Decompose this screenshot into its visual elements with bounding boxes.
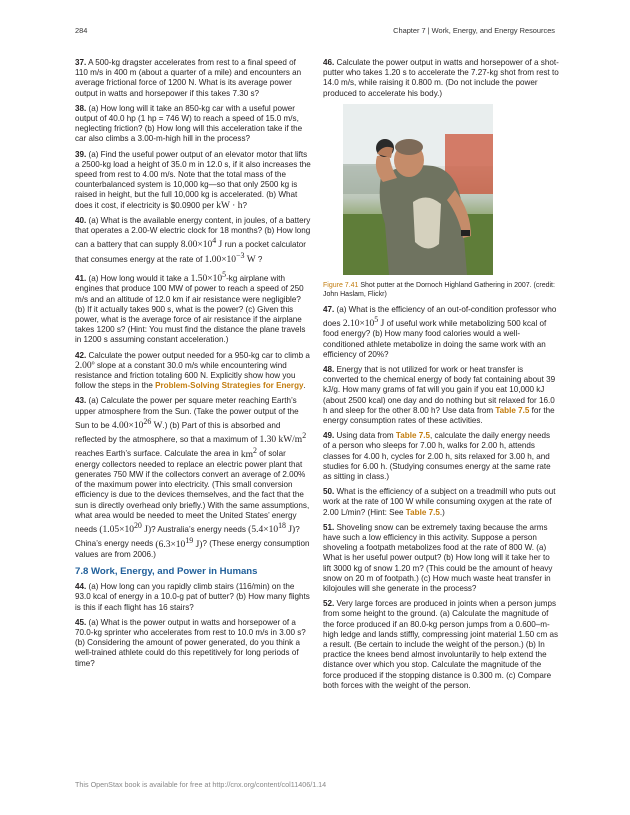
section-heading: 7.8 Work, Energy, and Power in Humans: [75, 565, 258, 577]
problem-text: -kg airplane with engines that produce 100 MW of power to reach a speed of 250 m/s and an altitude of 12.0 km if air resistance were negligible? (b) If it actually takes 900 s, what is the power? (c) Given this power, what is the average force of air resistance if the airplane takes 1200 s? (Hint: You must find the distance the plane travels in 1200 s assuming constant acceleration.): [75, 274, 306, 345]
problem-number: 37.: [75, 58, 87, 67]
problem-number: 40.: [75, 215, 87, 225]
problem-45: [75, 618, 311, 669]
math-expression: ($5.4\times 10^{18}$ J): [248, 521, 296, 536]
problem-number: 41.: [75, 274, 87, 284]
problem-text: of solar energy collectors needed to replace an electric power plant that generates 750 MW if the collectors convert an average of 2.00% of the maximum power into electricity. (This small conversion efficiency is due to the devices themselves, and the fact that the sun is directly overhead only briefly.) With the same assumptions, what area would be needed to meet the United States’ energy needs: [75, 449, 310, 535]
page-footer: This OpenStax book is available for free at http://cnx.org/content/col11406/1.14: [75, 780, 327, 789]
figure-caption: [323, 281, 559, 299]
math-expression: $1.00\times 10^{-3}$ W: [204, 250, 256, 265]
problem-40: [75, 216, 311, 265]
problem-text: for the energy consumption rates of these activities.: [323, 405, 555, 425]
problem-text: A 500-kg dragster accelerates from rest to a final speed of 110 m/s in 400 m (about a quarter of a mile) and encounters an average frictional force of 1200 N. What is its average power output in watts and horsepower if this takes 7.30 s?: [75, 58, 302, 98]
problem-text: (a) Calculate the power per square meter reaching Earth’s upper atmosphere from the Sun. (Take the power output of the Sun to be: [75, 396, 299, 430]
caption-text: Shot putter at the Dornoch Highland Gathering in 2007. (credit: John Haslam, Flickr): [323, 281, 555, 298]
problem-text: ? Australia’s energy needs: [151, 525, 246, 535]
problem-text-end: ?: [242, 200, 247, 210]
problem-51: [323, 523, 559, 594]
problem-number: 49.: [323, 431, 335, 441]
problem-text: of useful work while metabolizing 500 kcal of food energy? (b) How many food calories would a well-conditioned athlete metabolize in doing the same work with an efficiency of 20%?: [323, 319, 547, 359]
problem-43: [75, 396, 311, 560]
problem-text: (a) How long would it take a: [88, 274, 189, 284]
problem-text: (a) What is the available energy content, in joules, of a battery that operates a 2.00-W electric clock for 18 months?: [75, 215, 311, 236]
problem-text: (a) How long will it take an 850-kg car with a useful power output of 40.0 hp (1 hp = 746 W) to reach a speed of 15.0 m/s, neglecting friction? (b) How long will this acceleration take if the car also climbs a 3.00-m-high hill in the process?: [75, 103, 303, 144]
shot-putter-illustration: [343, 104, 493, 275]
problem-text: run a pocket calculator that consumes energy at the rate of: [75, 240, 306, 264]
problem-text: Calculate the power output in watts and horsepower of a shot-putter who takes 1.20 s to accelerate the 7.27-kg shot from rest to 14.0 m/s, while raising it 0.800 m. (Do not include the power produced to accelerate his body.): [323, 58, 559, 98]
math-expression: 1.30 $kW/m^2$: [259, 431, 307, 446]
problem-text: .) (b) Part of this is absorbed and reflected by the atmosphere, so that a maximum of: [75, 420, 281, 445]
problem-number: 47.: [323, 304, 335, 314]
chapter-title: Chapter 7 | Work, Energy, and Energy Resources: [393, 26, 555, 35]
problem-text: Calculate the power output needed for a 950-kg car to climb a: [88, 350, 310, 360]
problem-number: 38.: [75, 103, 87, 113]
problem-text: (a) How long can you rapidly climb stairs (116/min) on the 93.0 kcal of energy in a 10.0-g pat of butter? (b) How many flights is this if each flight has 16 stairs?: [75, 582, 310, 612]
problem-number: 50.: [323, 487, 335, 497]
problem-text: Very large forces are produced in joints when a person jumps from some height to the ground. (a) Calculate the magnitude of the force produced if an 80.0-kg person jumps from a 0.600–m-high ledge and lands stiffly, compressing joint material 1.50 cm as a result. (Be certain to include the weight of the person.) (b) In practice the knees bend almost involuntarily to help extend the distance over which you stop. Calculate the magnitude of the force produced if the stopping distance is 0.300 m. (c) Compare both forces with the weight of the person.: [323, 599, 558, 690]
math-expression: $4.00\times 10^{26}$ W: [111, 416, 163, 431]
problem-solving-strategies-link[interactable]: Problem-Solving Strategies for Energy: [155, 381, 304, 391]
problem-38: [75, 104, 311, 145]
math-expression: ($6.3\times 10^{19}$ J): [155, 535, 203, 550]
right-column: [323, 58, 559, 696]
problem-text: , calculate the daily energy needs of a person who sleeps for 7.00 h, walks for 2.00 h, attends classes for 4.00 h, cycles for 2.00 h, sits relaxed for 3.00 h, and studies for 6.00 h. (Studying consumes energy at the same rate as sitting in class.): [323, 431, 551, 482]
problem-number: 43.: [75, 396, 87, 406]
problem-text: (b) How long can a battery that can supply: [75, 226, 311, 250]
table-7-5-link[interactable]: Table 7.5: [405, 507, 440, 517]
shot-putter-photo: [343, 104, 493, 275]
problem-text: Shoveling snow can be extremely taxing because the arms have such a low efficiency in this activity. Suppose a person shoveling a footpath metabolizes food at the rate of 800 W. (a) What is her useful power output? (b) How long will it take her to lift 3000 kg of snow 1.20 m? (This could be the amount of heavy snow on 20 m of footpath.) (c) How much waste heat transfer in kilojoules will she generate in the process?: [323, 522, 553, 594]
page-number: 284: [75, 26, 88, 35]
problem-text: ? (These energy consumption values are from 2006.): [75, 539, 310, 559]
problem-48: [323, 365, 559, 426]
figure-label: Figure 7.41: [323, 281, 359, 289]
math-expression: $1.50\times 10^5$: [190, 269, 227, 285]
problem-52: [323, 599, 559, 691]
problem-50: [323, 487, 559, 518]
problem-44: [75, 582, 311, 613]
problem-37: [75, 58, 311, 99]
math-expression: 2.00º: [75, 360, 95, 371]
problem-text: Using data from: [336, 431, 394, 441]
math-unit: kW · h: [216, 200, 243, 211]
table-7-5-link[interactable]: Table 7.5: [495, 405, 530, 415]
problem-text-end: ?: [257, 254, 263, 264]
math-expression: ($1.05\times 10^{20}$ J): [99, 521, 152, 536]
problem-text: Energy that is not utilized for work or heat transfer is converted to the chemical energy of body fat containing about 39 kJ/g. How many grams of fat will you gain if you eat 10,000 kJ (about 2500 kcal) one day and do nothing but sit relaxed for 16.0 h and sleep for the other 8.00 h? Use data from: [323, 364, 556, 415]
math-expression: $km^2$: [240, 445, 257, 460]
left-column: [75, 58, 311, 674]
problem-text: .): [439, 507, 445, 517]
math-expression: $2.10\times 10^5$ J: [342, 315, 385, 330]
problem-number: 44.: [75, 582, 87, 592]
problem-number: 52.: [323, 599, 335, 609]
problem-text: (a) What is the power output in watts and horsepower of a 70.0-kg sprinter who accelerates from rest to 10.0 m/s in 3.00 s? (b) Considering the amount of power generated, do you think a well-trained athlete could do this repetitively for long periods of time?: [75, 617, 306, 668]
problem-42: [75, 351, 311, 392]
problem-text: reaches Earth’s surface. Calculate the area in: [75, 449, 239, 459]
problem-49: [323, 431, 559, 482]
problem-number: 42.: [75, 350, 87, 360]
problem-text: slope at a constant 30.0 m/s while encountering wind resistance and friction totaling 600 N. Explicitly show how you follow the steps in the: [75, 360, 296, 391]
problem-number: 46.: [323, 58, 335, 67]
math-expression: $8.00\times 10^4$ J: [180, 236, 223, 251]
problem-text: What is the efficiency of a subject on a treadmill who puts out work at the rate of 100 W while consuming oxygen at the rate of 2.00 L/min? (Hint: See: [323, 487, 556, 517]
problem-number: 39.: [75, 149, 87, 159]
problem-text: (a) Find the useful power output of an elevator motor that lifts a 2500-kg load a height of 35.0 m in 12.0 s, if it also increases the speed from rest to 4.00 m/s. Note that the total mass of the counterbalanced system is 10,000 kg—so that only 2500 kg is raised in height, but the full 10,000 kg is accelerated. (b) What does it cost, if electricity is $0.0900 per: [75, 149, 311, 210]
problem-41: [75, 270, 311, 346]
problem-46: [323, 58, 559, 99]
table-7-5-link[interactable]: Table 7.5: [395, 431, 430, 441]
problem-number: 51.: [323, 522, 335, 532]
problem-text-end: .: [303, 381, 306, 391]
problem-text: ? China’s energy needs: [75, 525, 300, 549]
problem-number: 45.: [75, 617, 87, 627]
problem-39: [75, 150, 311, 211]
problem-47: [323, 305, 559, 360]
problem-text: (a) What is the efficiency of an out-of-condition professor who does: [323, 304, 557, 329]
problem-number: 48.: [323, 364, 335, 374]
